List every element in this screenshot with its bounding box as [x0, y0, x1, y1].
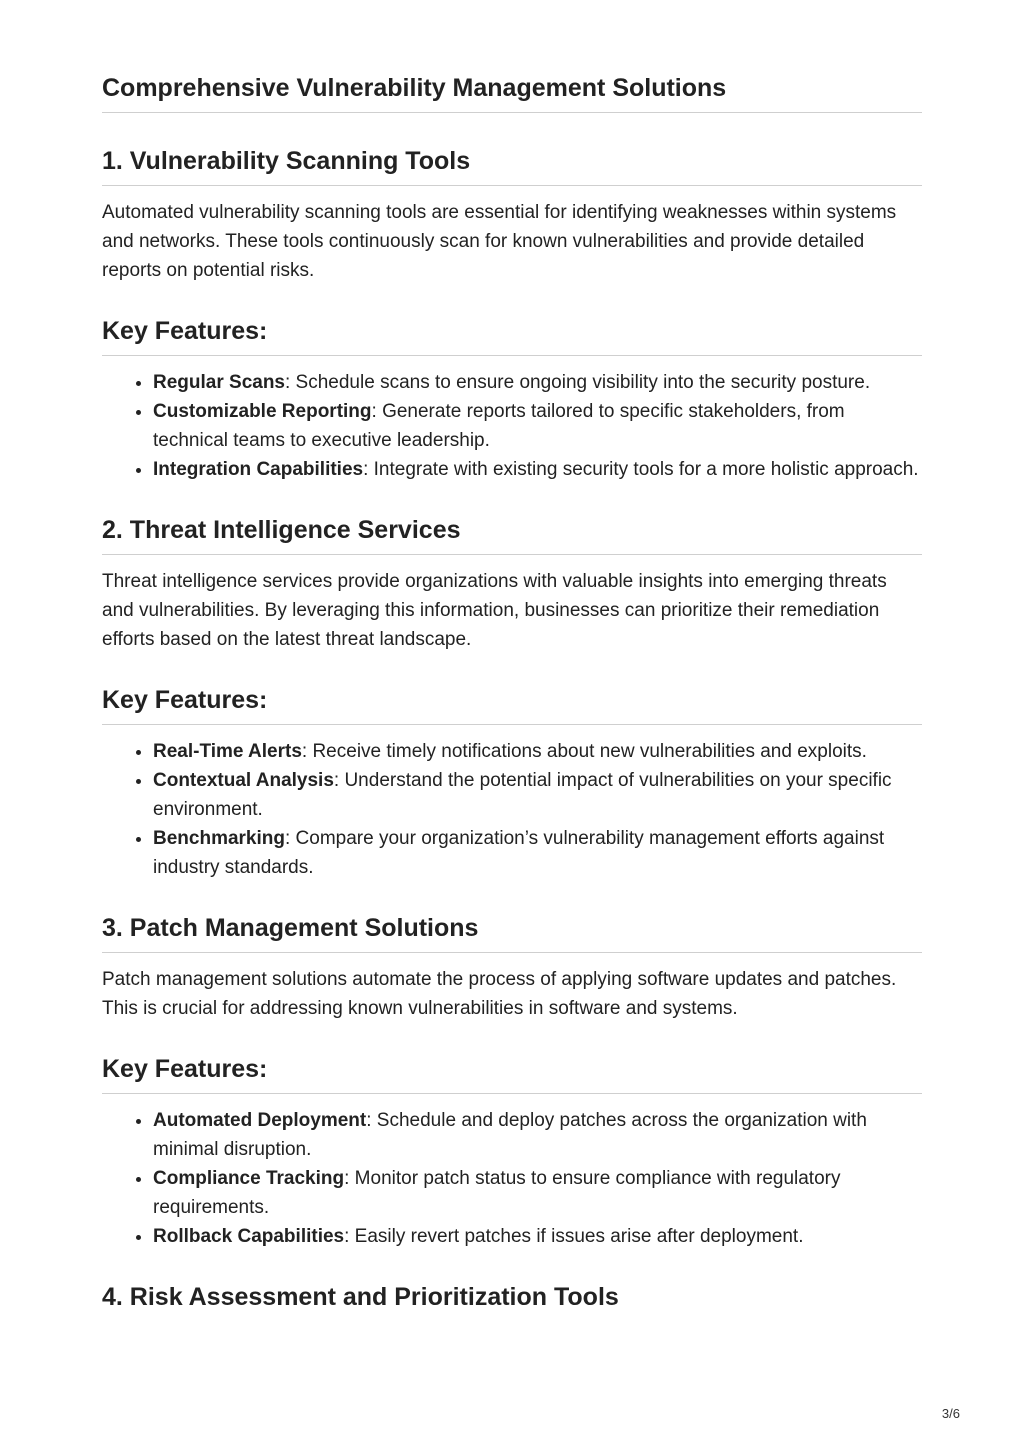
- list-item: [153, 397, 922, 455]
- list-item: [153, 824, 922, 882]
- document-content: [102, 0, 922, 1321]
- feature-description: : Understand the potential impact of vulnerabilities on your specific environment.: [153, 770, 892, 820]
- feature-list: [102, 737, 922, 882]
- list-item: [153, 1222, 922, 1251]
- feature-description: : Generate reports tailored to specific stakeholders, from technical teams to executive leadership.: [153, 401, 845, 451]
- feature-name: Integration Capabilities: [153, 459, 364, 480]
- feature-description: : Easily revert patches if issues arise after deployment.: [344, 1226, 804, 1247]
- feature-name: Automated Deployment: [153, 1110, 367, 1131]
- list-item: [153, 455, 922, 484]
- section-body-vulnerability-scanning: Automated vulnerability scanning tools are essential for identifying weaknesses within systems and networks. These tools continuously scan for known vulnerabilities and provide detailed reports on potential risks.: [102, 202, 897, 281]
- section-body-patch-management: Patch management solutions automate the process of applying software updates and patches. This is crucial for addressing known vulnerabilities in software and systems.: [102, 969, 897, 1019]
- section-heading-patch-management: 3. Patch Management Solutions: [102, 913, 922, 953]
- feature-name: Contextual Analysis: [153, 770, 334, 791]
- feature-list: [102, 1106, 922, 1251]
- feature-name: Compliance Tracking: [153, 1168, 345, 1189]
- feature-description: : Compare your organization’s vulnerability management efforts against industry standards.: [153, 828, 885, 878]
- list-item: [153, 1164, 922, 1222]
- document-title: Comprehensive Vulnerability Management Solutions: [102, 0, 922, 113]
- feature-name: Customizable Reporting: [153, 401, 372, 422]
- feature-name: Real-Time Alerts: [153, 741, 302, 762]
- feature-description: : Schedule scans to ensure ongoing visibility into the security posture.: [285, 372, 871, 393]
- feature-list: [102, 368, 922, 484]
- list-item: [153, 766, 922, 824]
- feature-name: Rollback Capabilities: [153, 1226, 345, 1247]
- section-heading-risk-assessment: 4. Risk Assessment and Prioritization Tools: [102, 1283, 619, 1311]
- list-item: [153, 368, 922, 397]
- section-heading-vulnerability-scanning: 1. Vulnerability Scanning Tools: [102, 146, 922, 186]
- section-body-threat-intelligence: Threat intelligence services provide organizations with valuable insights into emerging threats and vulnerabilities. By leveraging this information, businesses can prioritize their remediation efforts based on the latest threat landscape.: [102, 571, 887, 650]
- section-heading-threat-intelligence: 2. Threat Intelligence Services: [102, 515, 922, 555]
- feature-description: : Monitor patch status to ensure compliance with regulatory requirements.: [153, 1168, 841, 1218]
- key-features-heading: Key Features:: [102, 316, 922, 356]
- key-features-heading: Key Features:: [102, 1054, 922, 1094]
- list-item: [153, 1106, 922, 1164]
- feature-name: Benchmarking: [153, 828, 285, 849]
- feature-name: Regular Scans: [153, 372, 285, 393]
- list-item: [153, 737, 922, 766]
- key-features-heading: Key Features:: [102, 685, 922, 725]
- feature-description: : Schedule and deploy patches across the organization with minimal disruption.: [153, 1110, 867, 1160]
- feature-description: : Receive timely notifications about new vulnerabilities and exploits.: [301, 741, 867, 762]
- page-number: 3/6: [941, 1406, 960, 1421]
- feature-description: : Integrate with existing security tools for a more holistic approach.: [363, 459, 919, 480]
